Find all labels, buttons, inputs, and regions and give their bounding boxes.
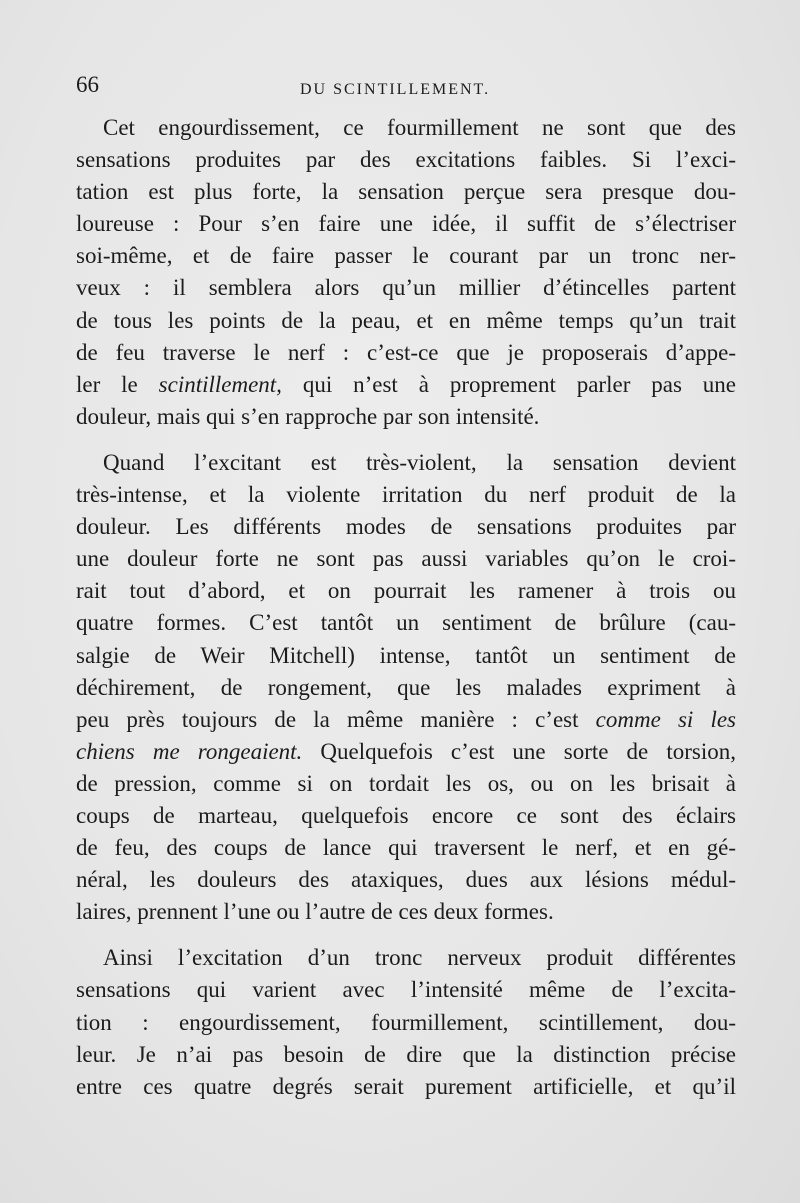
page-number: 66	[76, 72, 99, 97]
text-line: leur. Je n’ai pas besoin de dire que la distinction précise	[76, 1041, 736, 1067]
text-line: sensations qui varient avec l’intensité même de l’excita-	[76, 977, 736, 1003]
text-line: très-intense, et la violente irritation du nerf produit de la	[76, 482, 736, 508]
paragraph-1	[76, 112, 736, 433]
text-line	[76, 736, 736, 768]
text-line: de tous les points de la peau, et en même temps qu’un trait	[76, 307, 736, 333]
text-line: de pression, comme si on tordait les os, ou on les brisait à	[76, 770, 736, 796]
italic-quote: comme si les	[595, 706, 737, 732]
text-line: douleur. Les différents modes de sensations produites par	[76, 514, 736, 540]
text-line: tation est plus forte, la sensation perçue sera presque dou-	[76, 179, 736, 205]
text-line: salgie de Weir Mitchell) intense, tantôt un sentiment de	[76, 642, 736, 668]
text-line: Ainsi l’excitation d’un tronc nerveux produit différentes	[103, 945, 736, 971]
text-segment: peu près toujours de la même manière : c’est	[76, 706, 596, 732]
italic-quote: chiens me rongeaient.	[76, 738, 303, 764]
body-text	[76, 112, 736, 1117]
text-line: douleur, mais qui s’en rapproche par son intensité.	[76, 403, 540, 429]
text-line: déchirement, de rongement, que les malades expriment à	[76, 674, 736, 700]
paragraph-3	[76, 942, 736, 1102]
text-line: quatre formes. C’est tantôt un sentiment de brûlure (cau-	[76, 610, 736, 636]
text-line: rait tout d’abord, et on pourrait les ramener à trois ou	[76, 578, 736, 604]
text-segment: Quelquefois c’est une sorte de torsion,	[302, 738, 736, 764]
paragraph-2	[76, 447, 736, 928]
text-segment: ler le	[76, 371, 159, 397]
text-segment: qui n’est à proprement parler pas une	[281, 371, 736, 397]
text-line: une douleur forte ne sont pas aussi variables qu’on le croi-	[76, 546, 736, 572]
text-line	[76, 704, 736, 736]
text-line: sensations produites par des excitations faibles. Si l’exci-	[76, 147, 736, 173]
italic-term: scintillement,	[158, 371, 282, 397]
text-line	[76, 369, 736, 401]
text-line: néral, les douleurs des ataxiques, dues aux lésions médul-	[76, 867, 736, 893]
text-line: soi-même, et de faire passer le courant par un tronc ner-	[76, 243, 736, 269]
text-line: Quand l’excitant est très-violent, la sensation devient	[103, 449, 736, 475]
text-line: de feu traverse le nerf : c’est-ce que je proposerais d’appe-	[76, 339, 736, 365]
text-line: de feu, des coups de lance qui traversent le nerf, et en gé-	[76, 835, 736, 861]
text-line: tion : engourdissement, fourmillement, scintillement, dou-	[76, 1009, 736, 1035]
running-head: DU SCINTILLEMENT.	[300, 81, 491, 98]
text-line: Cet engourdissement, ce fourmillement ne sont que des	[103, 115, 736, 140]
text-line: loureuse : Pour s’en faire une idée, il suffit de s’électriser	[76, 211, 736, 237]
text-line: entre ces quatre degrés serait purement artificielle, et qu’il	[76, 1073, 736, 1099]
text-line: coups de marteau, quelquefois encore ce sont des éclairs	[76, 802, 736, 828]
text-line: laires, prennent l’une ou l’autre de ces deux formes.	[76, 899, 554, 925]
text-line: veux : il semblera alors qu’un millier d’étincelles partent	[76, 275, 736, 301]
